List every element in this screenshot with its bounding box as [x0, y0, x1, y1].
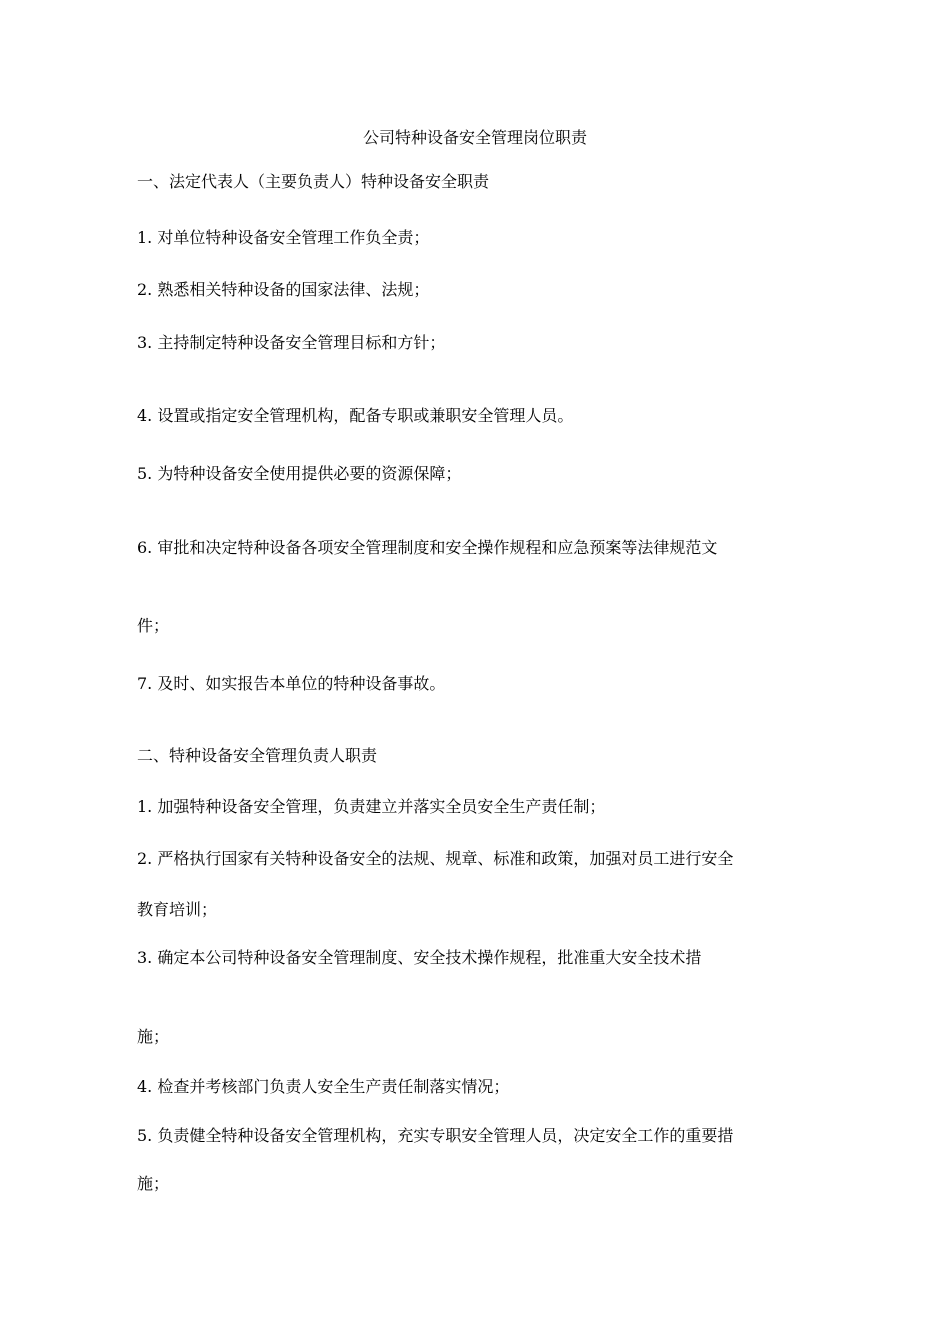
- section2-item-5: 5. 负责健全特种设备安全管理机构，充实专职安全管理人员，决定安全工作的重要措: [137, 1126, 734, 1145]
- section2-item-4: 4. 检查并考核部门负责人安全生产责任制落实情况；: [137, 1077, 510, 1096]
- section2-item-3-continued: 施；: [137, 1027, 170, 1046]
- section1-item-4: 4. 设置或指定安全管理机构，配备专职或兼职安全管理人员。: [137, 406, 574, 425]
- section1-item-3: 3. 主持制定特种设备安全管理目标和方针；: [137, 333, 446, 352]
- section2-item-3: 3. 确定本公司特种设备安全管理制度、安全技术操作规程，批准重大安全技术措: [137, 948, 702, 967]
- section2-item-5-continued: 施；: [137, 1174, 170, 1193]
- section1-item-5: 5. 为特种设备安全使用提供必要的资源保障；: [137, 464, 462, 483]
- section2-item-2-continued: 教育培训；: [137, 900, 218, 919]
- section2-item-2: 2. 严格执行国家有关特种设备安全的法规、规章、标准和政策，加强对员工进行安全: [137, 849, 734, 868]
- section1-item-7: 7. 及时、如实报告本单位的特种设备事故。: [137, 674, 446, 693]
- section2-heading: 二、特种设备安全管理负责人职责: [137, 746, 378, 765]
- document-title: 公司特种设备安全管理岗位职责: [362, 128, 587, 147]
- section1-item-2: 2. 熟悉相关特种设备的国家法律、法规；: [137, 280, 430, 299]
- section1-heading: 一、法定代表人（主要负责人）特种设备安全职责: [137, 172, 490, 191]
- section2-item-1: 1. 加强特种设备安全管理，负责建立并落实全员安全生产责任制；: [137, 797, 606, 816]
- section1-item-6: 6. 审批和决定特种设备各项安全管理制度和安全操作规程和应急预案等法律规范文: [137, 538, 718, 557]
- section1-item-6-continued: 件；: [137, 616, 170, 635]
- section1-item-1: 1. 对单位特种设备安全管理工作负全责；: [137, 228, 430, 247]
